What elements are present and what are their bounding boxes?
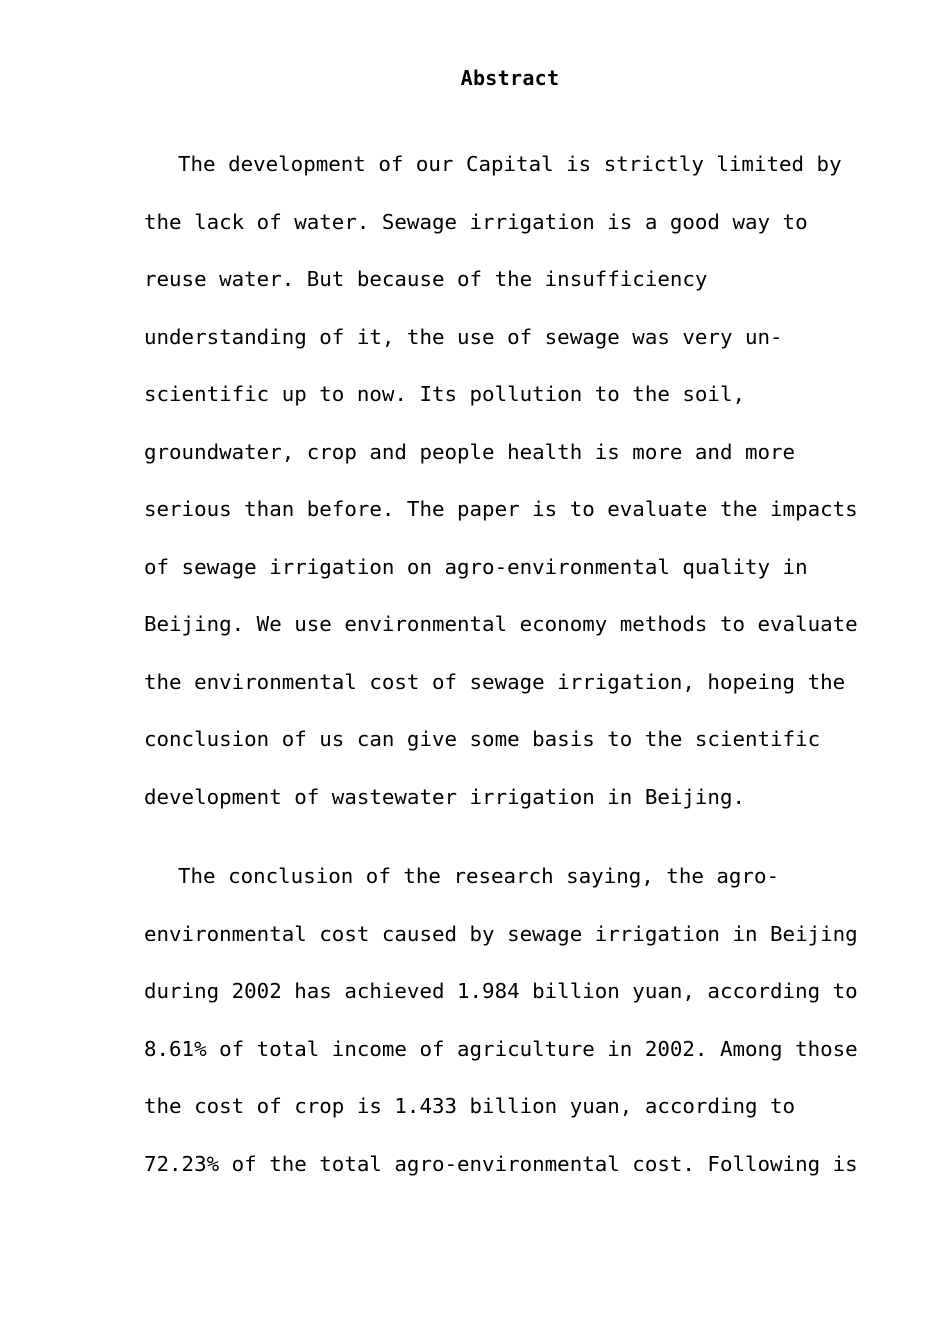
abstract-paragraph-1 — [144, 136, 880, 826]
abstract-title: Abstract — [460, 66, 560, 90]
paragraph-line: development of wastewater irrigation in Beijing. — [144, 784, 745, 809]
paragraph-line: Beijing. We use environmental economy methods to evaluate — [144, 612, 858, 636]
paragraph-line: the cost of crop is 1.433 billion yuan, according to — [144, 1094, 796, 1118]
paragraph-line: environmental cost caused by sewage irrigation in Beijing — [144, 921, 858, 946]
paragraph-line: understanding of it, the use of sewage was very un- — [144, 324, 783, 349]
paragraph-line: during 2002 has achieved 1.984 billion yuan, according to — [144, 979, 858, 1003]
paragraph-line: 72.23% of the total agro-environmental cost. Following is — [144, 1151, 858, 1176]
paragraph-line: The conclusion of the research saying, the agro- — [178, 864, 779, 888]
paragraph-line: of sewage irrigation on agro-environmental quality in — [144, 554, 808, 579]
paragraph-line: scientific up to now. Its pollution to the soil, — [144, 382, 745, 406]
paragraph-line: groundwater, crop and people health is more and more — [144, 439, 796, 464]
paragraph-line: the environmental cost of sewage irrigation, hopeing the — [144, 669, 846, 694]
paragraph-line: the lack of water. Sewage irrigation is a good way to — [144, 209, 808, 234]
paragraph-line: The development of our Capital is strictly limited by — [178, 152, 842, 176]
abstract-paragraph-2 — [144, 848, 880, 1193]
paragraph-line: 8.61% of total income of agriculture in 2002. Among those — [144, 1036, 858, 1061]
paragraph-line: serious than before. The paper is to evaluate the impacts — [144, 497, 858, 521]
paragraph-line: reuse water. But because of the insufficiency — [144, 267, 708, 291]
paragraph-line: conclusion of us can give some basis to the scientific — [144, 727, 821, 751]
